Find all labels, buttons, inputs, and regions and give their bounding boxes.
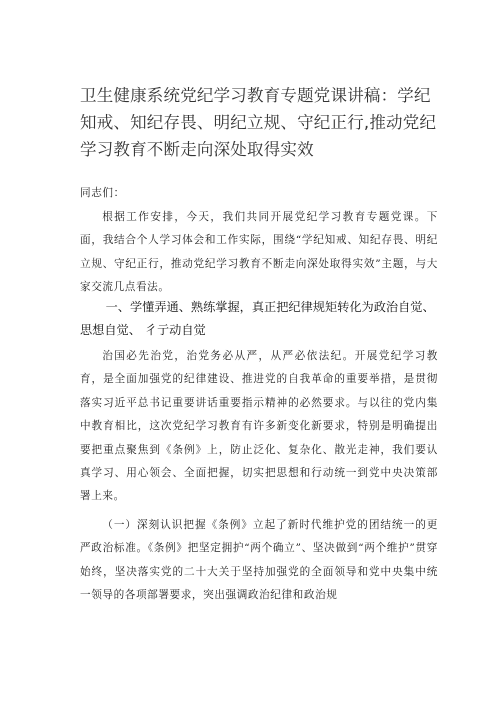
- section-1-paragraph: 治国必先治党，治党务必从严，从严必依法纪。开展党纪学习教育，是全面加强党的纪律建设、推进党的自我革命的重要举措，是贯彻落实习近平总书记重要讲话重要指示精神的必然要求。与以往的党内集中教育相比，这次党纪学习教育有许多新变化新要求，特别是明确提出要把重点聚焦到《条例》上，防止泛化、复杂化、散光走神，我们要认真学习、用心领会、全面把握，切实把思想和行动统一到党中央决策部署上来。: [80, 350, 438, 503]
- salutation: 同志们：: [80, 187, 125, 199]
- intro-paragraph: 根据工作安排，今天，我们共同开展党纪学习教育专题党课。下面，我结合个人学习体会和工作实际，围绕“学纪知戒、知纪存畏、明纪立规、守纪正行，推动党纪学习教育不断走向深处取得实效”主题，与大家交流几点看法。: [80, 211, 438, 294]
- section-heading-1: 一、学懂弄通、熟练掌握，真正把纪律规矩转化为政治自觉、思想自觉、 彳亍动自觉: [80, 300, 435, 337]
- document-title: 卫生健康系统党纪学习教育专题党课讲稿：学纪知戒、知纪存畏、明纪立规、守纪正行,推动党纪学习教育不断走向深处取得实效: [80, 86, 437, 159]
- subsection-1-paragraph: （一）深刻认识把握《条例》立起了新时代维护党的团结统一的更严政治标准。《条例》把坚定拥护“两个确立”、坚决做到“两个维护”贯穿始终，坚决落实党的二十大关于坚持加强党的全面领导和党中央集中统一领导的各项部署要求，突出强调政治纪律和政治规: [80, 519, 438, 602]
